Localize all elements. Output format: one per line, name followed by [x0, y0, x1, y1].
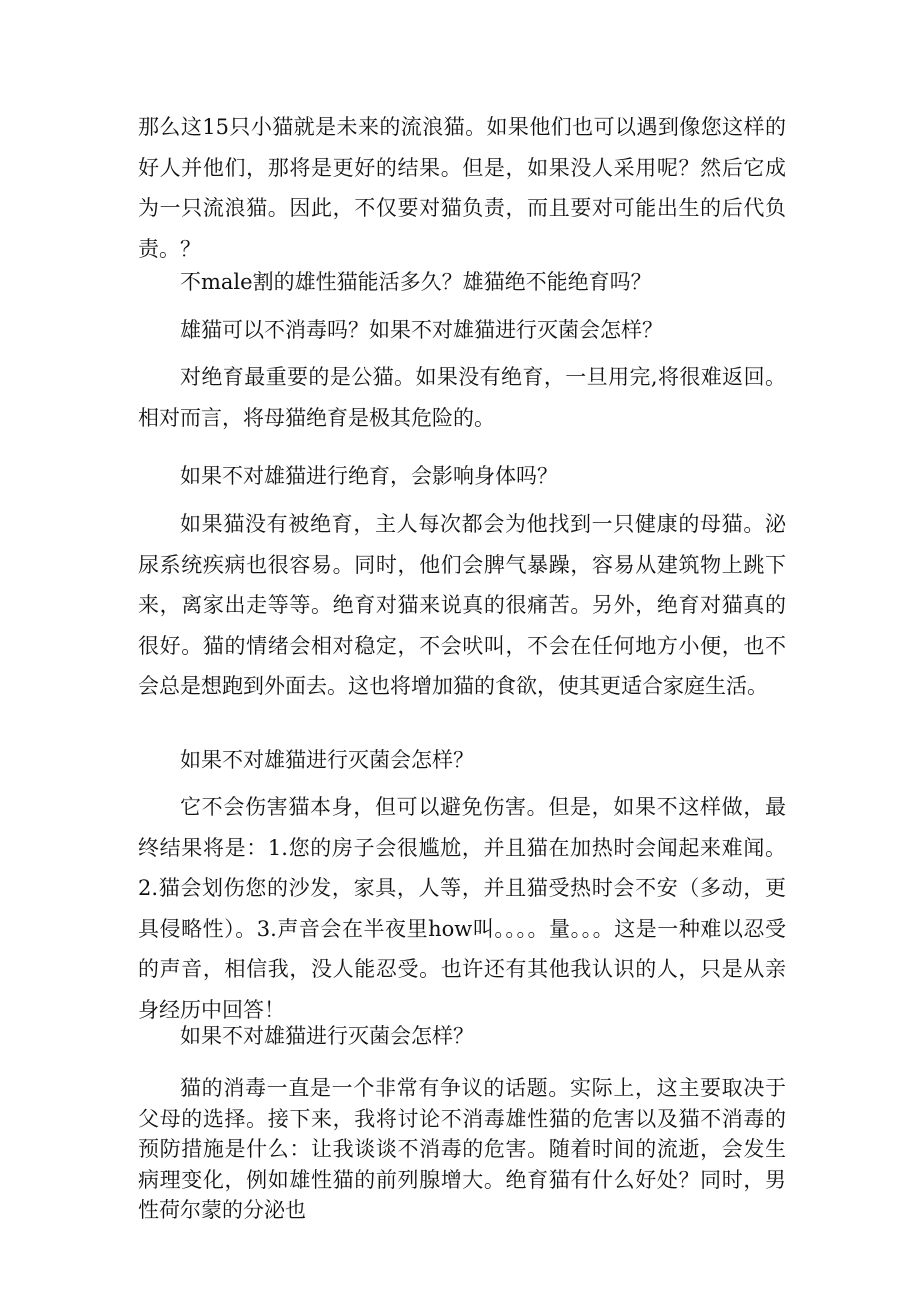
- paragraph-consequences: 它不会伤害猫本身，但可以避免伤害。但是，如果不这样做，最终结果将是：1.您的房子会很尴尬，并且猫在加热时会闻起来难闻。2.猫会划伤您的沙发，家具，人等，并且猫受热时会不安（多动，更具侵略性）。3.声音会在半夜里how叫。。。。量。。。这是一种难以忍受的声音，相信我，没人能忍受。也许还有其他我认识的人，只是从亲身经历中回答！: [138, 795, 786, 1022]
- paragraph-male-cats-important: 对绝育最重要的是公猫。如果没有绝育，一旦用完,将很难返回。相对而言，将母猫绝育是极其危险的。: [138, 365, 786, 430]
- paragraph-question-no-sterilize: 雄猫可以不消毒吗？如果不对雄猫进行灭菌会怎样？: [180, 318, 663, 342]
- paragraph-question-health-effect: 如果不对雄猫进行绝育，会影响身体吗？: [180, 464, 558, 488]
- paragraph-controversy: 猫的消毒一直是一个非常有争议的话题。实际上，这主要取决于父母的选择。接下来，我将讨论不消毒雄性猫的危害以及猫不消毒的预防措施是什么：让我谈谈不消毒的危害。随着时间的流逝，会发生病理变化，例如雄性猫的前列腺增大。绝育猫有什么好处？同时，男性荷尔蒙的分泌也: [138, 1076, 786, 1222]
- paragraph-stray-kittens: 那么这15只小猫就是未来的流浪猫。如果他们也可以遇到像您这样的好人并他们，那将是更好的结果。但是，如果没人采用呢？然后它成为一只流浪猫。因此，不仅要对猫负责，而且要对可能出生的后代负责。？: [138, 115, 786, 261]
- paragraph-question-lifespan: 不male割的雄性猫能活多久？雄猫绝不能绝育吗？: [180, 270, 652, 294]
- paragraph-question-what-happens-2: 如果不对雄猫进行灭菌会怎样？: [180, 1024, 474, 1048]
- paragraph-health-effects: 如果猫没有被绝育，主人每次都会为他找到一只健康的母猫。泌尿系统疾病也很容易。同时，他们会脾气暴躁，容易从建筑物上跳下来，离家出走等等。绝育对猫来说真的很痛苦。另外，绝育对猫真的很好。猫的情绪会相对稳定，不会吠叫，不会在任何地方小便，也不会总是想跑到外面去。这也将增加猫的食欲，使其更适合家庭生活。: [138, 512, 786, 698]
- paragraph-question-what-happens-1: 如果不对雄猫进行灭菌会怎样？: [180, 748, 474, 772]
